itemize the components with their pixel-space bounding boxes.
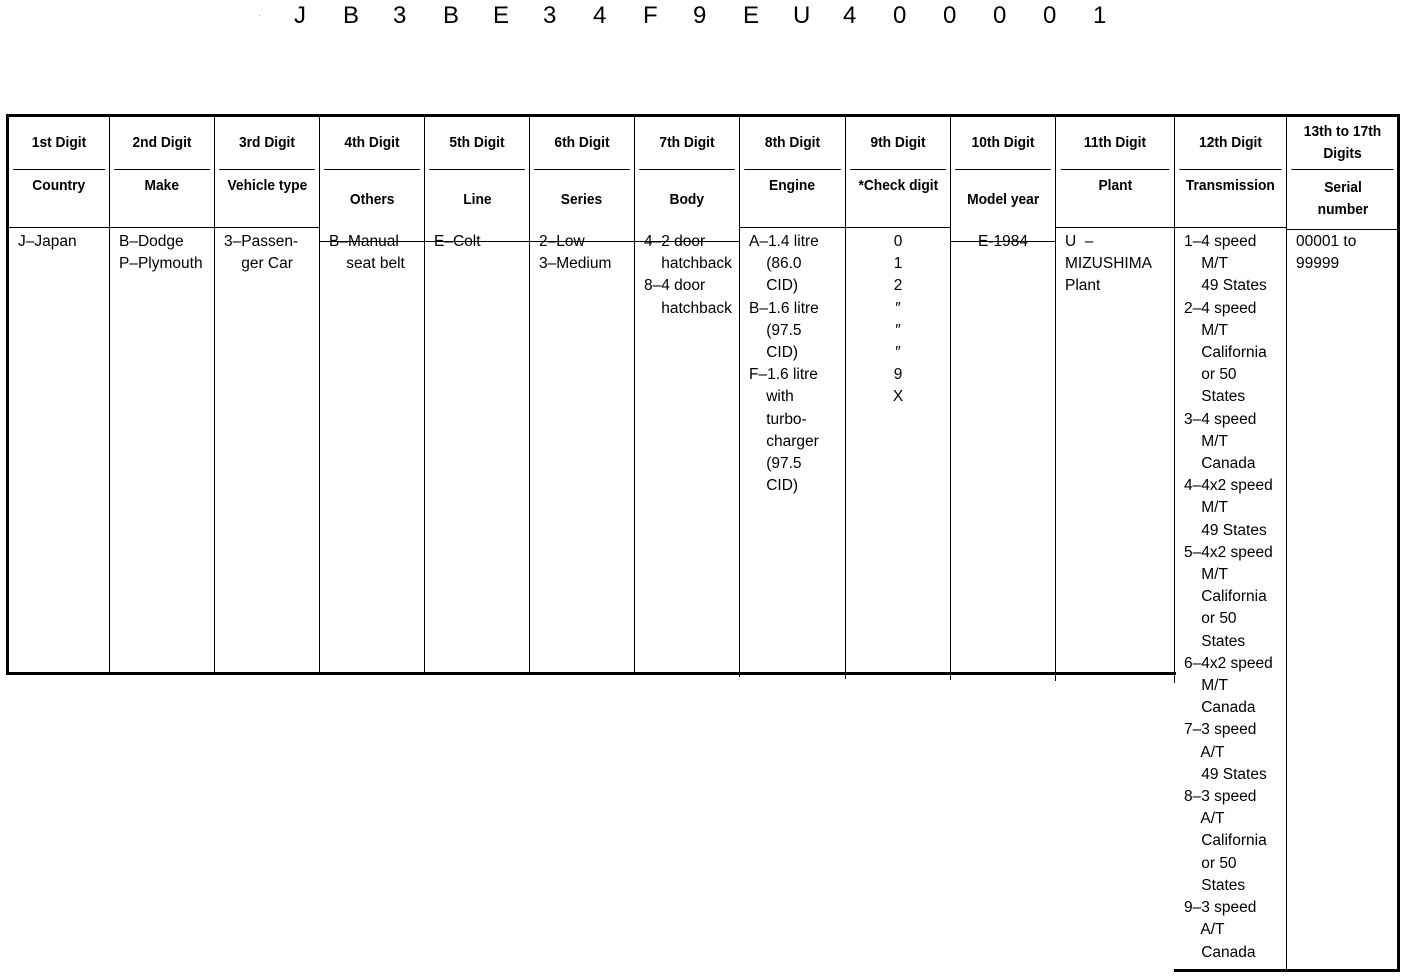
vin-char: E	[743, 2, 760, 29]
value-line: M/T	[1184, 255, 1228, 273]
column-plant	[1056, 117, 1175, 683]
category-header: Country	[32, 177, 86, 194]
vin-char: 0	[893, 2, 907, 29]
value-line: 1	[893, 255, 903, 273]
value-line: Canada	[1184, 699, 1256, 717]
column-others	[320, 117, 425, 674]
value-line: A/T	[1184, 743, 1225, 761]
category-header: Others	[349, 191, 395, 208]
value-line: 2	[893, 277, 903, 295]
value-line: ″	[895, 299, 901, 317]
column-values	[740, 225, 845, 497]
value-line: 3–Medium	[539, 255, 612, 273]
value-line: (97.5	[749, 321, 802, 339]
value-line: CID)	[749, 277, 799, 295]
value-line: with	[749, 388, 794, 406]
value-line: States	[1184, 876, 1246, 894]
vin-char: 0	[943, 2, 957, 29]
value-line: or 50	[1184, 610, 1237, 628]
column-vehicle-type	[215, 117, 320, 674]
column-line	[425, 117, 530, 674]
value-line: (86.0	[749, 255, 802, 273]
value-line: 1–4 speed	[1184, 233, 1257, 250]
value-line: seat belt	[329, 255, 405, 273]
value-line: charger	[749, 432, 819, 450]
vin-char: J	[294, 2, 306, 29]
value-line: ″	[895, 321, 901, 339]
digit-header: 13th to 17th Digits	[1291, 117, 1393, 170]
value-line: B–Dodge	[119, 233, 184, 250]
column-values	[215, 225, 319, 275]
vin-char: 3	[543, 2, 557, 29]
column-values	[951, 225, 1055, 253]
vin-char: 0	[1043, 2, 1057, 29]
digit-header: 4th Digit	[324, 117, 420, 170]
digit-header: 10th Digit	[955, 117, 1051, 170]
value-line: CID)	[749, 477, 799, 495]
digit-header: 8th Digit	[744, 117, 841, 170]
value-line: ger Car	[224, 255, 293, 273]
category-header: Series	[561, 191, 603, 208]
column-engine	[740, 117, 846, 679]
digit-header: 5th Digit	[429, 117, 525, 170]
value-line: U –	[1065, 233, 1094, 250]
category-header: Serial number	[1317, 179, 1368, 218]
value-line: 2–4 speed	[1184, 299, 1257, 317]
value-line: 6–4x2 speed	[1184, 654, 1273, 672]
value-line: States	[1184, 632, 1246, 650]
vin-char: 3	[393, 2, 407, 29]
digit-header: 3rd Digit	[219, 117, 315, 170]
value-line: M/T	[1184, 677, 1228, 695]
value-line: or 50	[1184, 854, 1237, 872]
value-line: 2–Low	[539, 233, 585, 250]
column-values	[9, 225, 109, 253]
column-check-digit	[846, 117, 951, 680]
value-line: A/T	[1184, 921, 1225, 939]
value-line: Canada	[1184, 943, 1256, 961]
vin-char: B	[343, 2, 360, 29]
value-line: ″	[895, 344, 901, 362]
value-line: hatchback	[644, 255, 732, 273]
digit-header: 1st Digit	[13, 117, 105, 170]
value-line: 49 States	[1184, 521, 1267, 539]
column-body	[635, 117, 740, 677]
column-values	[1175, 225, 1286, 964]
vin-char: 0	[993, 2, 1007, 29]
value-line: 49 States	[1184, 277, 1267, 295]
category-header: Make	[144, 177, 180, 194]
category-header: Engine	[769, 177, 816, 194]
column-model-year	[951, 117, 1056, 681]
column-serial-number	[1287, 117, 1398, 972]
digit-header: 6th Digit	[534, 117, 630, 170]
column-transmission	[1175, 117, 1287, 972]
category-header: Transmission	[1186, 177, 1275, 194]
value-line: M/T	[1184, 499, 1228, 517]
value-line: 3–Passen-	[224, 233, 299, 250]
column-values	[425, 225, 529, 253]
value-line: E–Colt	[434, 233, 481, 250]
value-line: A–1.4 litre	[749, 233, 819, 250]
value-line: 00001 to	[1296, 233, 1357, 250]
value-line: F–1.6 litre	[749, 366, 818, 384]
value-line: California	[1184, 344, 1267, 362]
column-values	[1056, 225, 1174, 298]
value-line: MIZUSHIMA	[1065, 255, 1152, 273]
value-line: A/T	[1184, 810, 1225, 828]
vin-char: 4	[593, 2, 607, 29]
value-line: 9–3 speed	[1184, 899, 1257, 917]
value-line: turbo-	[749, 410, 807, 428]
category-header: Vehicle type	[227, 177, 307, 194]
value-line: X	[892, 388, 904, 406]
value-line: hatchback	[644, 299, 732, 317]
value-line: or 50	[1184, 366, 1237, 384]
value-line: California	[1184, 832, 1267, 850]
value-line: 5–4x2 speed	[1184, 543, 1273, 561]
value-line: J–Japan	[18, 233, 77, 250]
column-values	[320, 225, 424, 275]
value-line: B–1.6 litre	[749, 299, 819, 317]
vin-char: 9	[693, 2, 707, 29]
category-header: *Check digit	[858, 177, 938, 194]
value-line: 3–4 speed	[1184, 410, 1257, 428]
digit-header: 11th Digit	[1061, 117, 1170, 170]
value-line: E-1984	[978, 233, 1028, 250]
value-line: Canada	[1184, 455, 1256, 473]
value-line: States	[1184, 388, 1246, 406]
value-line: M/T	[1184, 566, 1228, 584]
column-country	[9, 117, 110, 674]
vin-char: 4	[843, 2, 857, 29]
digit-header: 2nd Digit	[114, 117, 210, 170]
vin-code	[0, 2, 1408, 32]
digit-header: 12th Digit	[1179, 117, 1281, 170]
value-line: 49 States	[1184, 765, 1267, 783]
vin-char: 1	[1093, 2, 1107, 29]
column-values	[846, 225, 950, 409]
vin-char: E	[493, 2, 510, 29]
vin-mark: ·	[258, 10, 262, 21]
vin-char: B	[443, 2, 460, 29]
column-make	[110, 117, 215, 674]
value-line: 99999	[1296, 255, 1340, 273]
category-header: Plant	[1098, 177, 1132, 194]
value-line: 4–2 door	[644, 233, 706, 250]
value-line: (97.5	[749, 455, 802, 473]
column-values	[110, 225, 214, 275]
value-line: 8–4 door	[644, 277, 706, 295]
value-line: 9	[893, 366, 903, 384]
value-line: 0	[893, 233, 903, 250]
value-line: California	[1184, 588, 1267, 606]
vin-char: U	[793, 2, 811, 29]
digit-header: 9th Digit	[850, 117, 946, 170]
value-line: CID)	[749, 344, 799, 362]
value-line: B–Manual	[329, 233, 399, 250]
value-line: 4–4x2 speed	[1184, 477, 1273, 495]
column-series	[530, 117, 635, 675]
column-values	[1287, 225, 1398, 275]
value-line: 8–3 speed	[1184, 788, 1257, 806]
value-line: P–Plymouth	[119, 255, 203, 273]
category-header: Model year	[966, 191, 1040, 208]
value-line: 7–3 speed	[1184, 721, 1257, 739]
vin-char: F	[643, 2, 658, 29]
column-values	[635, 225, 739, 320]
category-header: Line	[462, 191, 492, 208]
value-line: Plant	[1065, 277, 1101, 295]
category-header: Body	[669, 191, 705, 208]
column-values	[530, 225, 634, 275]
value-line: M/T	[1184, 432, 1228, 450]
value-line: M/T	[1184, 321, 1228, 339]
digit-header: 7th Digit	[639, 117, 735, 170]
